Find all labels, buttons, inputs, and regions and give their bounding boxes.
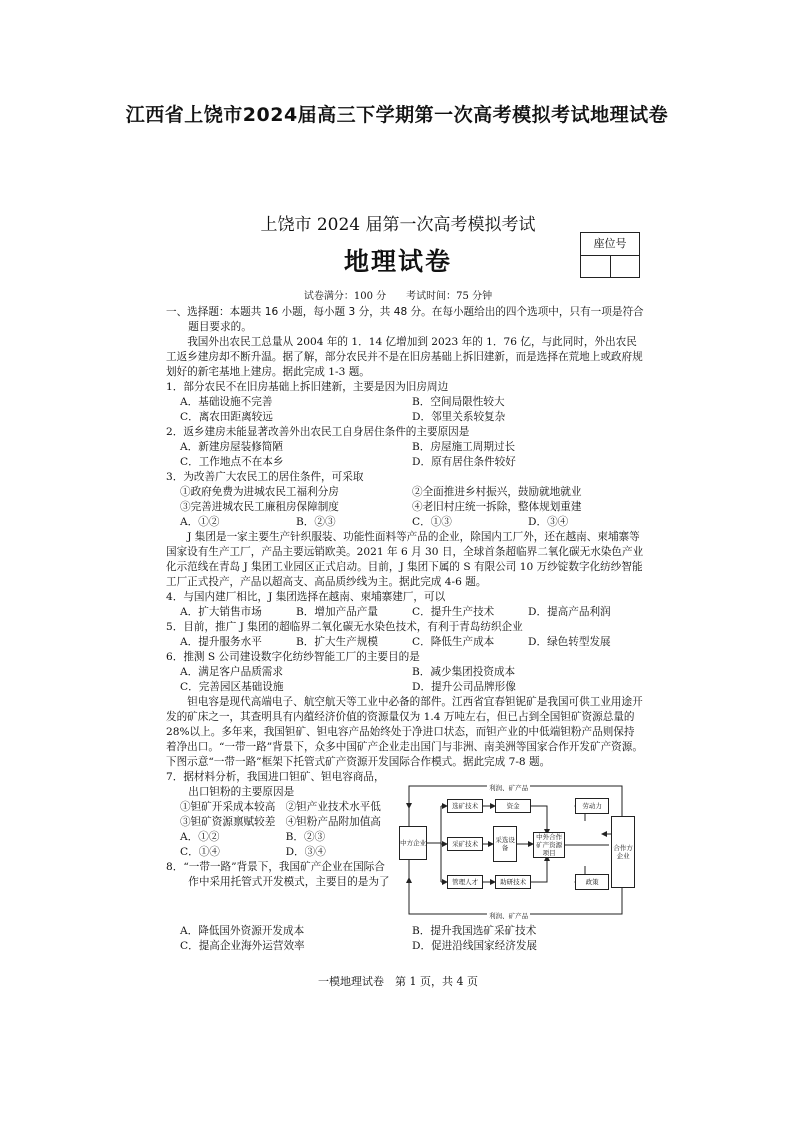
seat-number-box <box>580 232 640 278</box>
subject-title: 地理试卷 <box>343 247 452 276</box>
policy-box: 政策 <box>575 874 609 890</box>
question-1-options <box>166 395 644 425</box>
labor-box: 劳动力 <box>575 798 609 814</box>
question-6-options <box>166 665 644 695</box>
question-8-options <box>166 924 644 954</box>
document-title: 江西省上饶市2024届高三下学期第一次高考模拟考试地理试卷 <box>125 104 669 126</box>
question-6-stem: 6．推测 S 公司建设数字化纺纱智能工厂的主要目的是 <box>166 651 420 663</box>
statement: ④钽粉产品附加值高 <box>285 816 381 828</box>
statement: ①钽矿开采成本较高 <box>180 801 276 813</box>
option: B．②③ <box>296 516 336 528</box>
option: A．满足客户品质需求 <box>180 666 283 678</box>
statement: ②钽产业技术水平低 <box>285 801 381 813</box>
question-8-stem: 8．“一带一路”背景下，我国矿产企业在国际合作中采用托管式开发模式，主要目的是为了 <box>166 861 390 888</box>
option: B．空间局限性较大 <box>412 396 505 408</box>
option: A．①② <box>180 831 220 843</box>
question-3-stem: 3．为改善广大农民工的居住条件，可采取 <box>166 471 364 483</box>
option: C．①④ <box>180 846 220 858</box>
option: D．邻里关系较复杂 <box>412 411 506 423</box>
assistance-box: 助研技术 <box>495 875 531 889</box>
passage-2: J 集团是一家主要生产针织服装、功能性面料等产品的企业，除国内工厂外，还在越南、柬埔寨等国家设有生产工厂，产品主要远销欧美。2021 年 6 月 30 日，全球首条超临界二氧化碳无水染色产业化示范线在青岛 J 集团工业园区正式启动。目前，J 集团下属的 S 有限公司 10 万纱锭数字化纺纱智能工厂正式投产，产品以超高支、高品质纱线为主。据此完成 4-6 题。 <box>166 531 644 588</box>
option: C．提高企业海外运营效率 <box>180 940 305 952</box>
option: C．离农田距离较远 <box>180 411 273 423</box>
question-5-stem: 5．目前，推广 J 集团的超临界二氧化碳无水染色技术，有利于青岛纺织企业 <box>166 621 523 633</box>
option: D．提升公司品牌形像 <box>412 681 516 693</box>
chinese-company-box: 中方企业 <box>399 826 427 860</box>
option: A．扩大销售市场 <box>180 606 262 618</box>
statement: ④老旧村庄统一拆除，整体规划重建 <box>412 501 582 513</box>
question-5-options <box>166 635 644 650</box>
option: A．降低国外资源开发成本 <box>180 925 305 937</box>
question-7-options <box>166 830 391 860</box>
option: C．降低生产成本 <box>412 636 495 648</box>
option: A．基础设施不完善 <box>180 396 273 408</box>
option: A．提升服务水平 <box>180 636 262 648</box>
statement: ③钽矿资源禀赋较差 <box>180 816 276 828</box>
passage-3: 钽电容是现代高端电子、航空航天等工业中必备的部件。江西省宜春钽铌矿是我国可供工业用途开发的矿床之一，其查明具有内蕴经济价值的资源量仅为 1.4 万吨左右，但已占到全国钽矿资源总量的 28%以上。多年来，我国钽矿、钽电容产品始终处于净进口状态，而钽产业的中低端钽粉产品则保持着净出口。“一带一路”背景下，众多中国矿产企业走出国门与非洲、南美洲等国家合作开发矿产资源。下图示意“一带一路”框架下托管式矿产资源开发国际合作模式。据此完成 7-8 题。 <box>166 696 643 768</box>
cooperation-model-diagram <box>397 776 644 924</box>
option: C．工作地点不在本乡 <box>180 456 284 468</box>
option: B．房屋施工周期过长 <box>412 441 516 453</box>
option: B．减少集团投资成本 <box>412 666 516 678</box>
question-3-statements <box>166 485 644 515</box>
page-footer: 一模地理试卷 第 1 页，共 4 页 <box>318 975 478 988</box>
question-7-block <box>166 770 644 924</box>
option: C．完善园区基础设施 <box>180 681 284 693</box>
question-4-stem: 4．与国内建厂相比，J 集团选择在越南、柬埔寨建厂，可以 <box>166 591 446 603</box>
option: D．促进沿线国家经济发展 <box>412 940 538 952</box>
capital-box: 资金 <box>495 799 531 813</box>
mining-tech-box: 采矿技术 <box>447 837 483 851</box>
seat-number-label: 座位号 <box>581 233 639 256</box>
option: D．提高产品利润 <box>528 606 611 618</box>
equipment-box: 采选设备 <box>493 826 517 862</box>
section-heading: 一、选择题：本题共 16 小题，每小题 3 分，共 48 分。在每小题给出的四个选项中，只有一项是符合题目要求的。 <box>166 306 644 333</box>
exam-name: 上饶市 2024 届第一次高考模拟考试 <box>260 215 536 235</box>
option: A．①② <box>180 516 220 528</box>
statement: ②全面推进乡村振兴，鼓励就地就业 <box>412 486 582 498</box>
selection-tech-box: 选矿技术 <box>447 799 483 813</box>
project-box: 中外合作矿产资源项目 <box>533 832 565 858</box>
managers-box: 管理人才 <box>447 875 483 889</box>
option: D．③④ <box>528 516 569 528</box>
profit-label-top: 利润、矿产品 <box>487 781 530 796</box>
partner-company-box: 合作方企业 <box>611 816 635 888</box>
option: D．原有居住条件较好 <box>412 456 516 468</box>
option: C．①③ <box>412 516 452 528</box>
option: D．绿色转型发展 <box>528 636 611 648</box>
option: C．提升生产技术 <box>412 606 495 618</box>
question-1-stem: 1．部分农民不在旧房基础上拆旧建新，主要是因为旧房周边 <box>166 381 449 393</box>
exam-meta: 试卷满分：100 分 考试时间：75 分钟 <box>303 291 493 302</box>
profit-label-bottom: 利润、矿产品 <box>487 909 530 924</box>
option: A．新建房屋装修简陋 <box>180 441 283 453</box>
question-7-statements <box>166 800 391 830</box>
question-2-stem: 2．返乡建房未能显著改善外出农民工自身居住条件的主要原因是 <box>166 426 470 438</box>
statement: ①政府免费为进城农民工福利分房 <box>180 486 339 498</box>
question-2-options <box>166 440 644 470</box>
option: B．增加产品产量 <box>296 606 378 618</box>
question-4-options <box>166 605 644 620</box>
option: B．提升我国选矿采矿技术 <box>412 925 537 937</box>
option: D．③④ <box>285 846 326 858</box>
question-3-options <box>166 515 644 530</box>
question-7-stem: 7．据材料分析，我国进口钽矿、钽电容商品，出口钽粉的主要原因是 <box>166 771 385 798</box>
statement: ③完善进城农民工廉租房保障制度 <box>180 501 339 513</box>
passage-1: 我国外出农民工总量从 2004 年的 1．14 亿增加到 2023 年的 1．76 亿，与此同时，外出农民工返乡建房却不断升温。据了解，部分农民并不是在旧房基础上拆旧建新，而是选择在荒地上或政府规划好的新宅基地上建房。据此完成 1-3 题。 <box>166 336 643 378</box>
option: B．扩大生产规模 <box>296 636 378 648</box>
exam-body <box>166 305 644 954</box>
option: B．②③ <box>285 831 326 843</box>
